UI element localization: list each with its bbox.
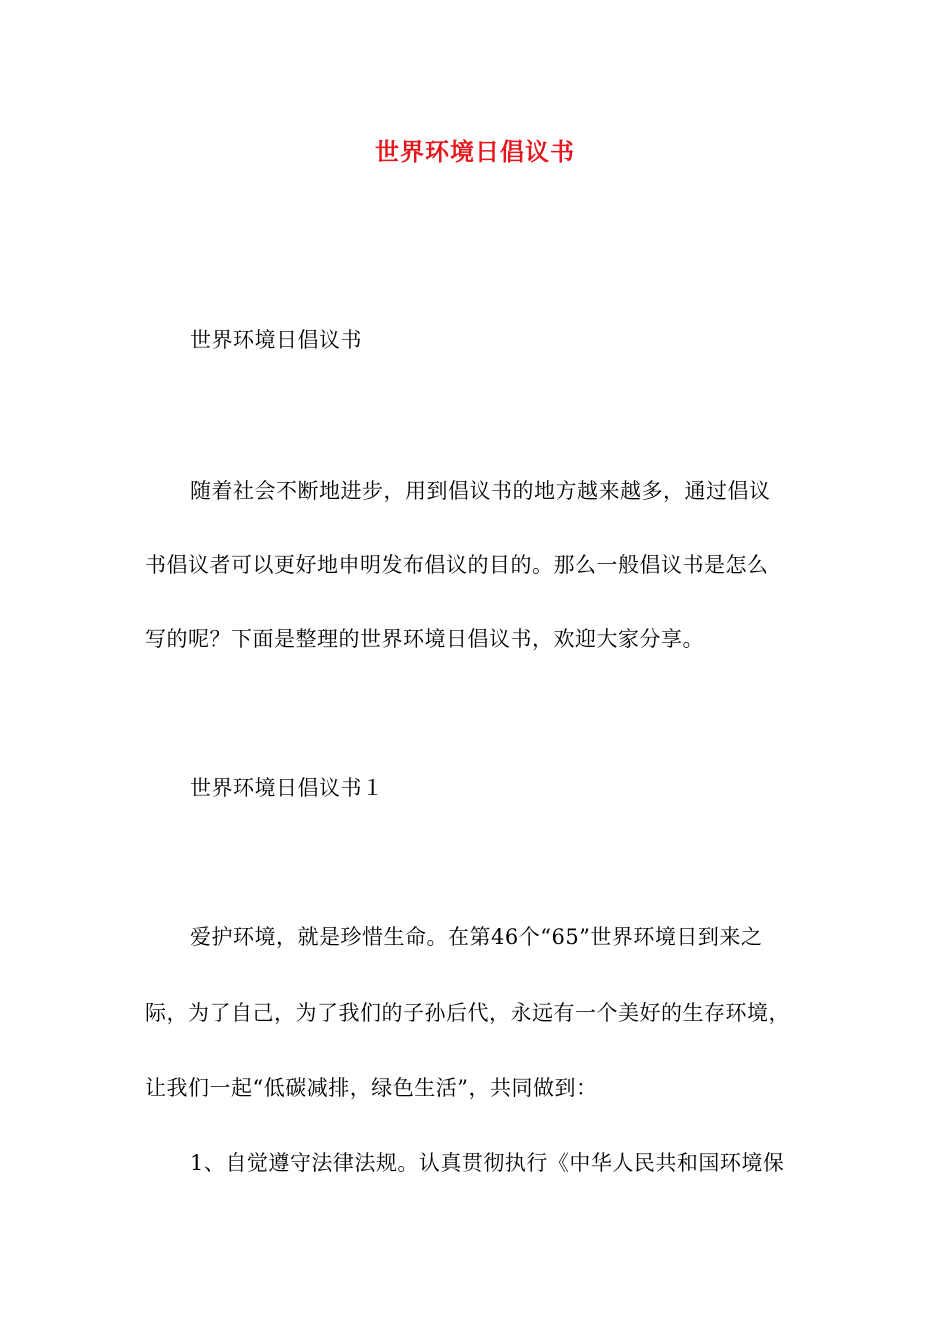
- subtitle: 世界环境日倡议书: [190, 328, 362, 352]
- body-line: 爱护环境，就是珍惜生命。在第46个“65”世界环境日到来之: [190, 925, 763, 949]
- intro-line: 随着社会不断地进步，用到倡议书的地方越来越多，通过倡议: [190, 479, 771, 503]
- section-heading: 世界环境日倡议书１: [190, 776, 384, 800]
- body-line: 让我们一起“低碳减排，绿色生活”，共同做到：: [145, 1076, 598, 1100]
- list-item: 1、自觉遵守法律法规。认真贯彻执行《中华人民共和国环境保: [190, 1151, 785, 1175]
- intro-line: 写的呢？下面是整理的世界环境日倡议书，欢迎大家分享。: [145, 627, 704, 651]
- intro-line: 书倡议者可以更好地申明发布倡议的目的。那么一般倡议书是怎么: [145, 553, 769, 577]
- body-line: 际，为了自己，为了我们的子孙后代，永远有一个美好的生存环境，: [145, 1001, 790, 1025]
- document-title: 世界环境日倡议书: [375, 137, 575, 166]
